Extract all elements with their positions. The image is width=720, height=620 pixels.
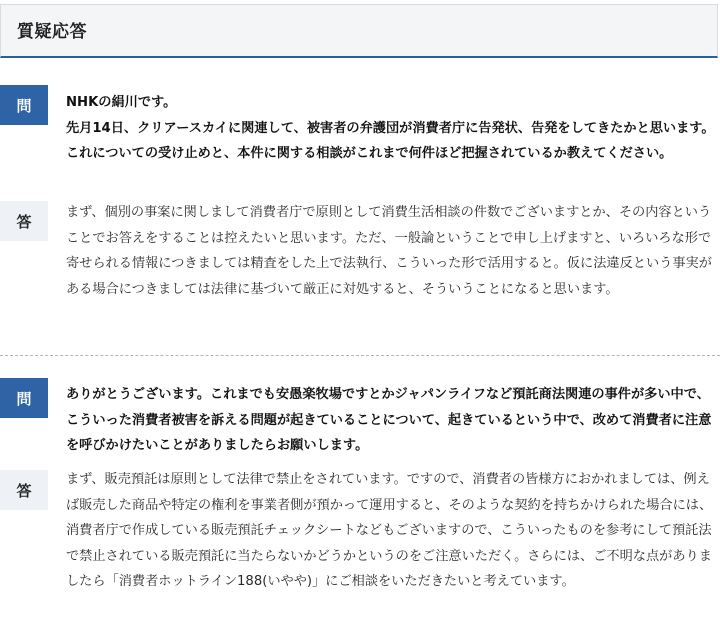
answer-label: 答 bbox=[0, 470, 48, 510]
answer-text: まず、販売預託は原則として法律で禁止をされています。ですので、消費者の皆様方におかれましては、例えば販売した商品や特定の権利を事業者側が預かって運用すると、そのような契約を持ちかけられた場合には、消費者庁で作成している販売預託チェックシートなどもございますので、こういったものを参考にして預託法で禁止されている販売預託に当たらないかどうかというのをご注意いただく。さらには、ご不明な点がありましたら「消費者ホットライン188(いやや)」にご相談をいただきたいと考えています。 bbox=[66, 472, 713, 589]
answer-label: 答 bbox=[0, 201, 48, 241]
question-text: ありがとうございます。これまでも安愚楽牧場ですとかジャパンライフなど預託商法関連の事件が多い中で、こういった消費者被害を訴える問題が起きていることについて、起きているという中で、改めて消費者に注意を呼びかけたいことがありましたらお願いします。 bbox=[66, 387, 712, 453]
question-label: 問 bbox=[0, 378, 48, 418]
qa-divider bbox=[0, 355, 720, 356]
question-text: NHKの絹川です。 先月14日、クリアースカイに関連して、被害者の弁護団が消費者庁に告発状、告発をしてきたかと思います。これについての受け止めと、本件に関する相談がこれまで何件ほど把握されているか教えてください。 bbox=[66, 95, 715, 161]
section-header bbox=[0, 4, 718, 58]
answer-text: まず、個別の事案に関しまして消費者庁で原則として消費生活相談の件数でございますとか、その内容ということでお答えをすることは控えたいと思います。ただ、一般論ということで申し上げますと、いろいろな形で寄せられる情報につきましては精査をした上で法執行、こういった形で活用すると。仮に法違反という事実がある場合につきましては法律に基づいて厳正に対処すると、そういうことになると思います。 bbox=[66, 205, 712, 297]
question-label: 問 bbox=[0, 85, 48, 125]
section-title: 質疑応答 bbox=[17, 22, 87, 42]
